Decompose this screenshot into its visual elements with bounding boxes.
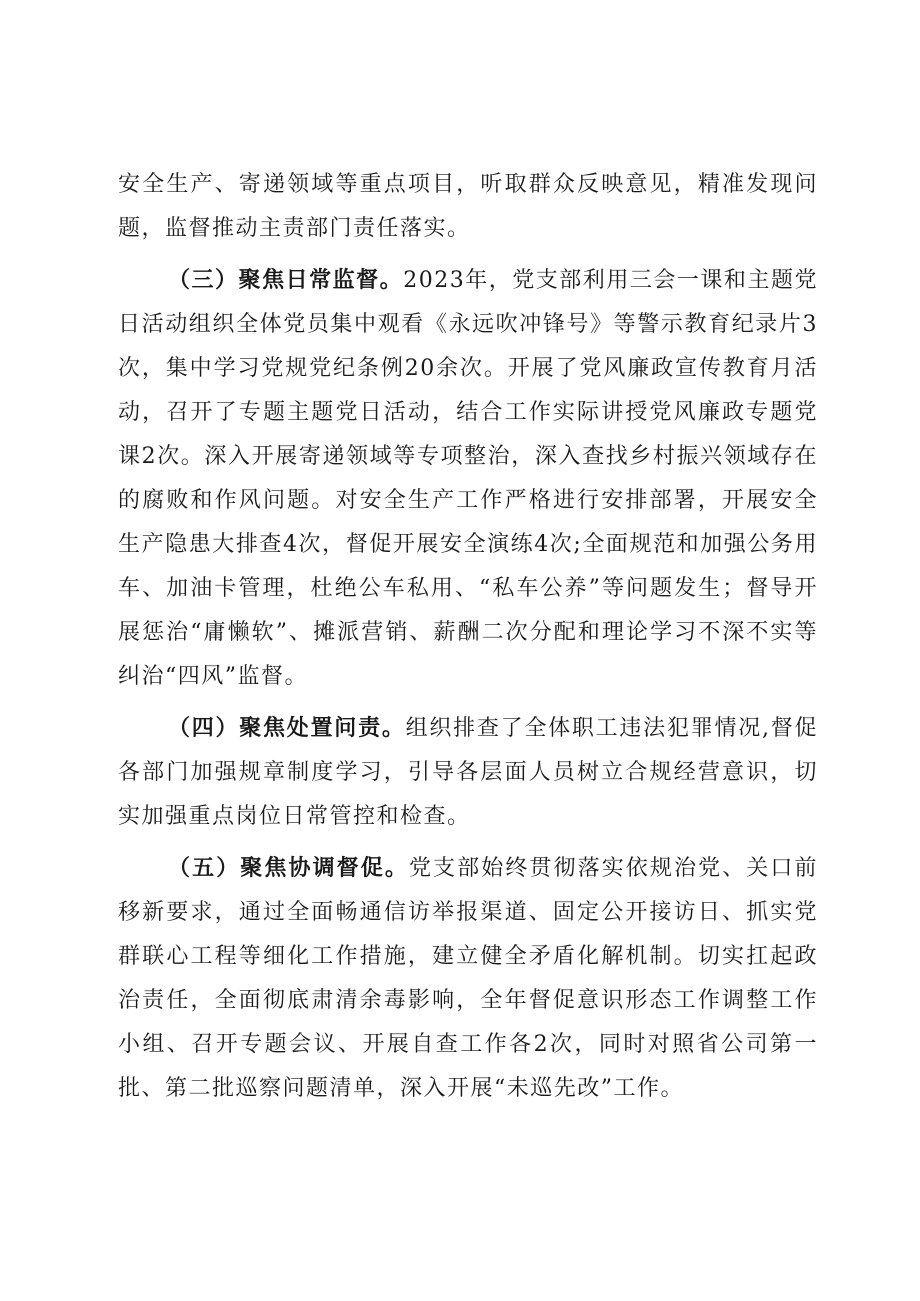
paragraph-daily-supervision	[118, 259, 818, 699]
paragraph-continuation	[118, 163, 818, 251]
paragraph-accountability	[118, 707, 818, 839]
paragraph-text: 2023年，党支部利用三会一课和主题党日活动组织全体党员集中观看《永远吹冲锋号》等警示教育纪录片3次，集中学习党规党纪条例20余次。开展了党风廉政宣传教育月活动，召开了专题主题党日活动，结合工作实际讲授党风廉政专题党课2次。深入开展寄递领域等专项整治，深入查找乡村振兴领域存在的腐败和作风问题。对安全生产工作严格进行安排部署，开展安全生产隐患大排查4次，督促开展安全演练4次;全面规范和加强公务用车、加油卡管理，杜绝公车私用、“私车公养”等问题发生；督导开展惩治“庸懒软”、摊派营销、薪酬二次分配和理论学习不深不实等纠治“四风”监督。	[118, 268, 818, 689]
paragraph-text: 党支部始终贯彻落实依规治党、关口前移新要求，通过全面畅通信访举报渠道、固定公开接访日、抓实党群联心工程等细化工作措施，建立健全矛盾化解机制。切实扛起政治责任，全面彻底肃清余毒影响，全年督促意识形态工作调整工作小组、召开专题会议、开展自查工作各2次，同时对照省公司第一批、第二批巡察问题清单，深入开展“未巡先改”工作。	[118, 856, 818, 1101]
paragraph-text: 组织排查了全体职工违法犯罪情况,督促各部门加强规章制度学习，引导各层面人员树立合规经营意识，切实加强重点岗位日常管控和检查。	[118, 716, 818, 829]
paragraph-heading: （四）聚焦处置问责。	[168, 716, 406, 741]
paragraph-heading: （三）聚焦日常监督。	[168, 268, 404, 293]
paragraph-coordination	[118, 847, 818, 1111]
paragraph-heading: （五）聚焦协调督促。	[168, 856, 409, 881]
document-body	[118, 163, 818, 1111]
paragraph-text: 安全生产、寄递领域等重点项目，听取群众反映意见，精准发现问题，监督推动主责部门责任落实。	[118, 172, 818, 241]
